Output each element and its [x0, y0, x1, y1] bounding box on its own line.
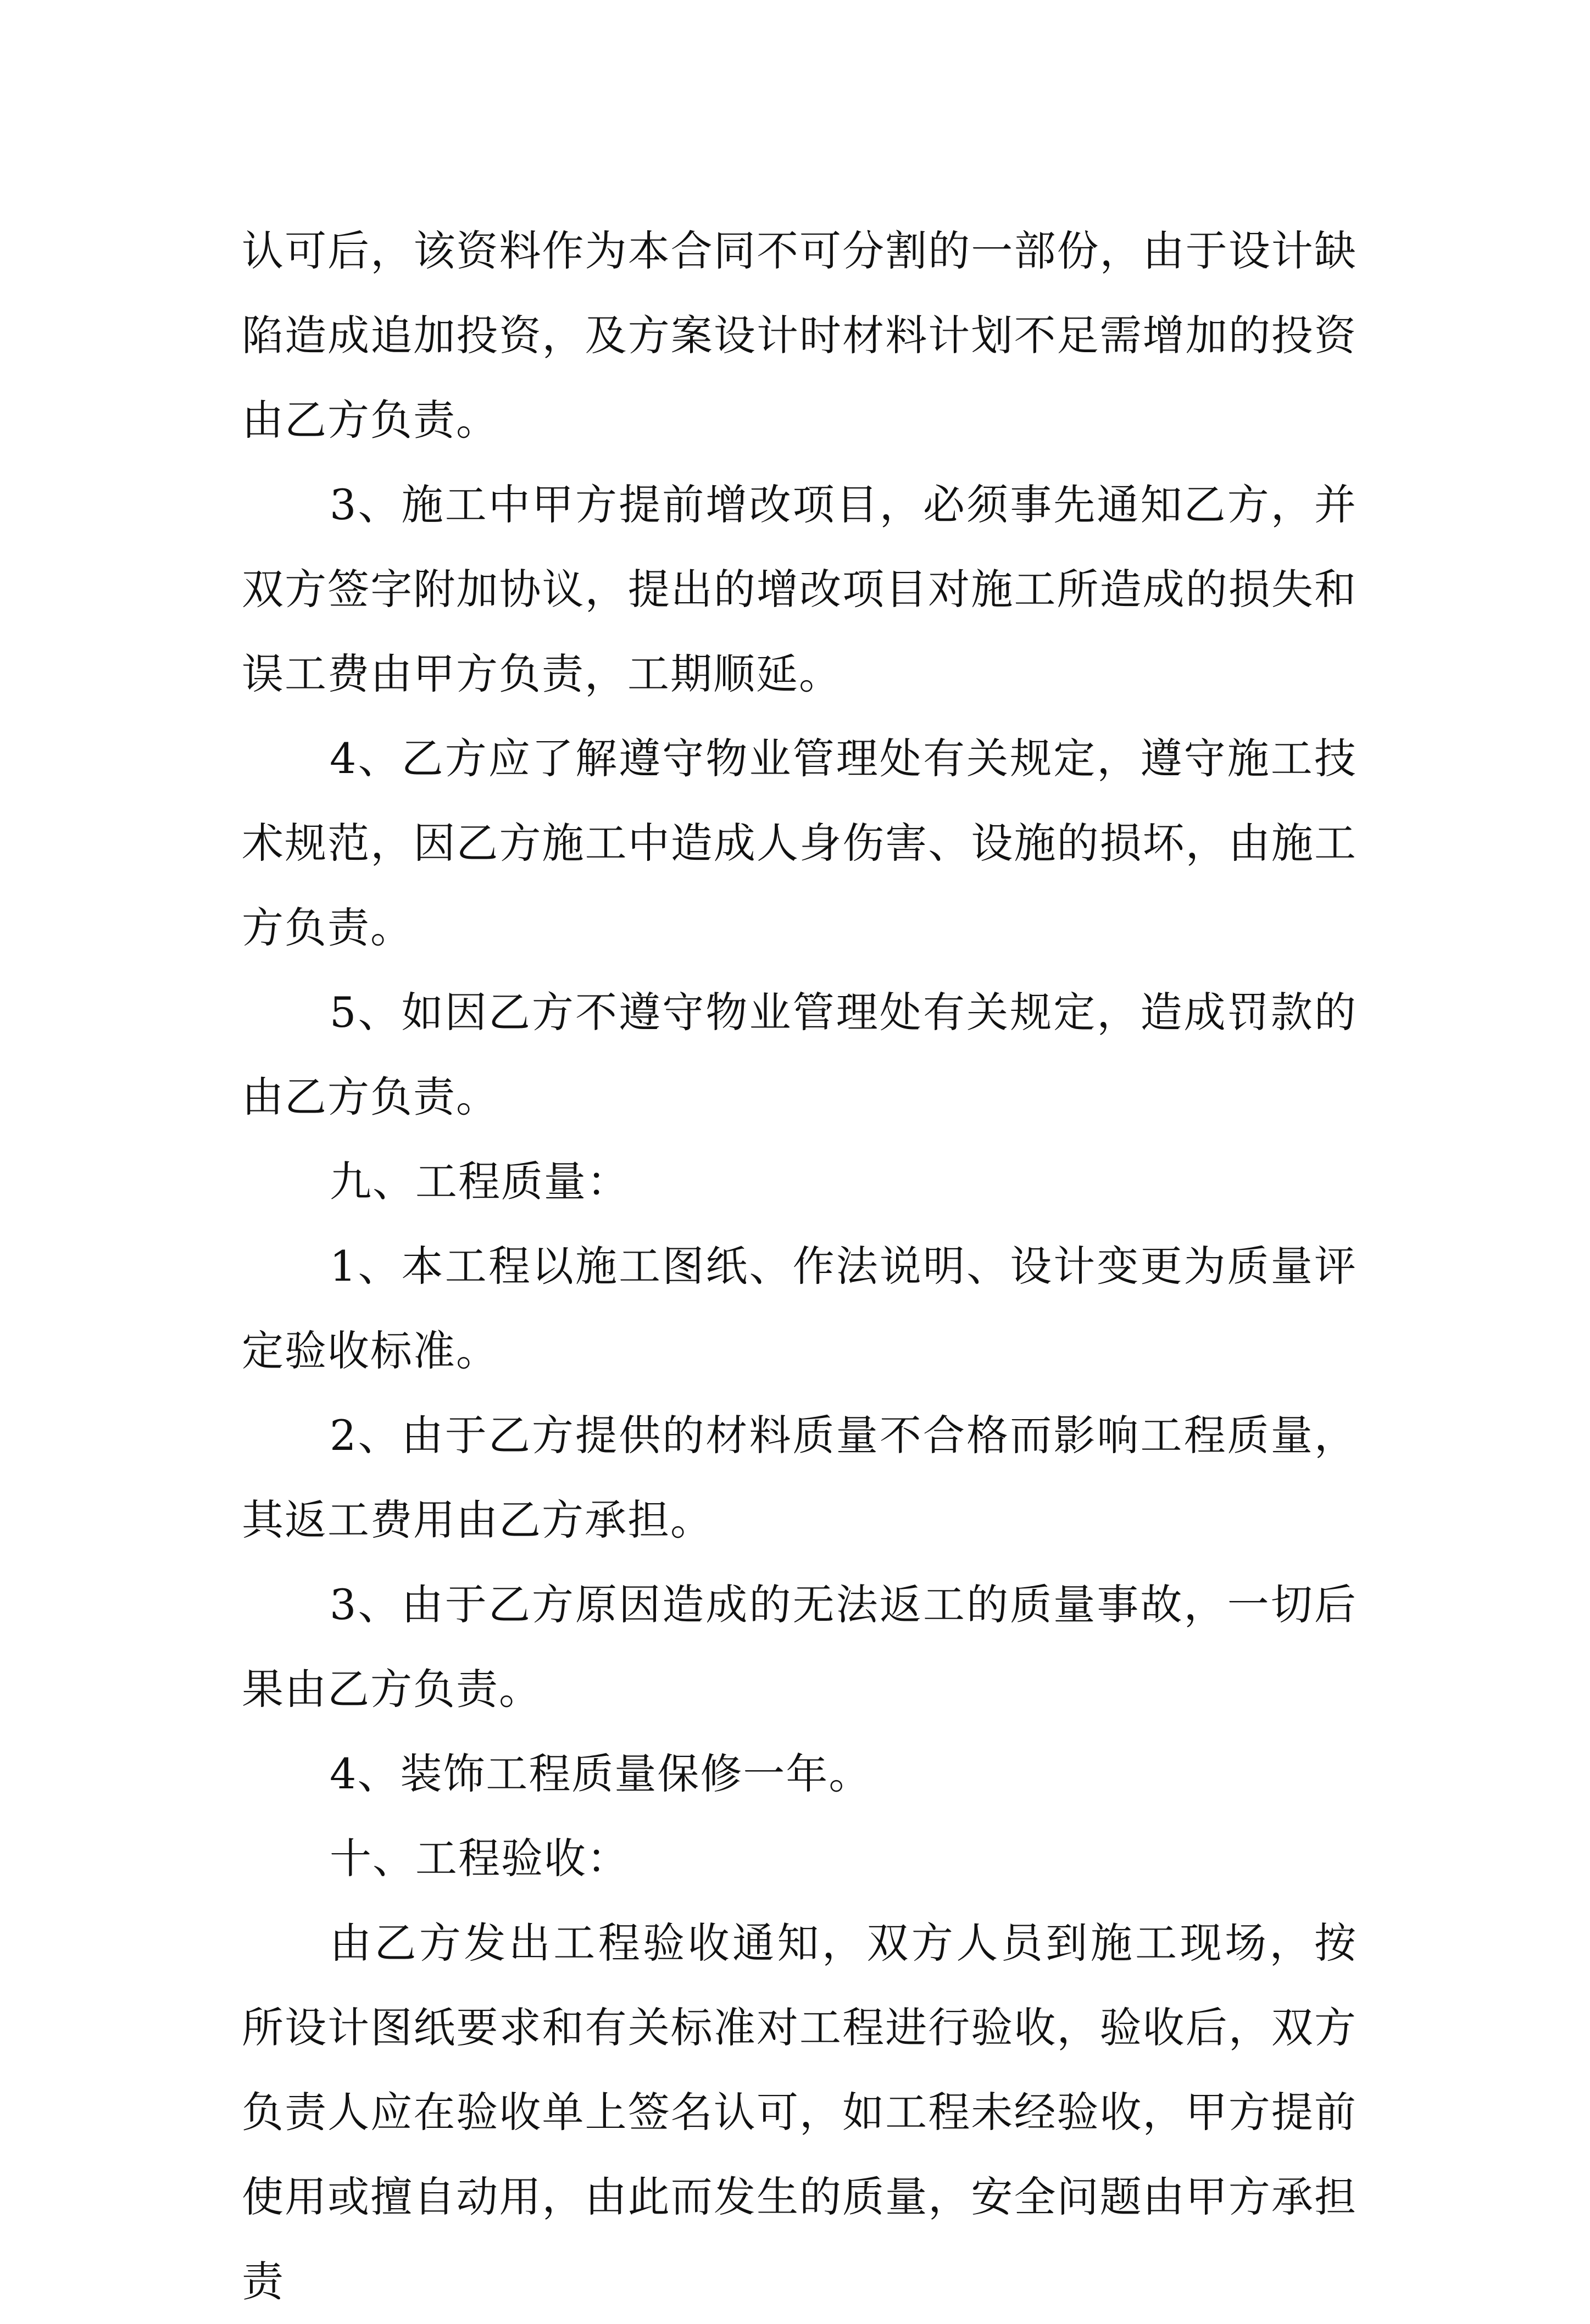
section-heading-quality: 九、工程质量： — [330, 1157, 630, 1206]
paragraph-quality-4: 4、装饰工程质量保修一年。 — [330, 1749, 872, 1798]
paragraph-clause-4-property-rules: 4、乙方应了解遵守物业管理处有关规定，遵守施工技术规范，因乙方施工中造成人身伤害、设施的损坏，由施工方负责。 — [242, 734, 1357, 952]
section-heading-acceptance: 十、工程验收： — [330, 1834, 630, 1883]
paragraph-quality-1: 1、本工程以施工图纸、作法说明、设计变更为质量评定验收标准。 — [242, 1242, 1357, 1375]
paragraph-clause-5-fines: 5、如因乙方不遵守物业管理处有关规定，造成罚款的由乙方负责。 — [242, 988, 1357, 1121]
paragraph-quality-3: 3、由于乙方原因造成的无法返工的质量事故，一切后果由乙方负责。 — [242, 1580, 1357, 1714]
paragraph-clause-3-change-requests: 3、施工中甲方提前增改项目，必须事先通知乙方，并双方签字附加协议，提出的增改项目对施工所造成的损失和误工费由甲方负责，工期顺延。 — [242, 480, 1357, 698]
paragraph-acceptance: 由乙方发出工程验收通知，双方人员到施工现场，按所设计图纸要求和有关标准对工程进行验收，验收后，双方负责人应在验收单上签名认可，如工程未经验收，甲方提前使用或擅自动用，由此而发生的质量，安全问题由甲方承担责 — [242, 1919, 1357, 2306]
paragraph-quality-2: 2、由于乙方提供的材料质量不合格而影响工程质量，其返工费用由乙方承担。 — [242, 1411, 1357, 1544]
document-body — [242, 209, 1357, 2324]
paragraph-continuation: 认可后，该资料作为本合同不可分割的一部份，由于设计缺陷造成追加投资，及方案设计时材料计划不足需增加的投资由乙方负责。 — [242, 226, 1357, 444]
